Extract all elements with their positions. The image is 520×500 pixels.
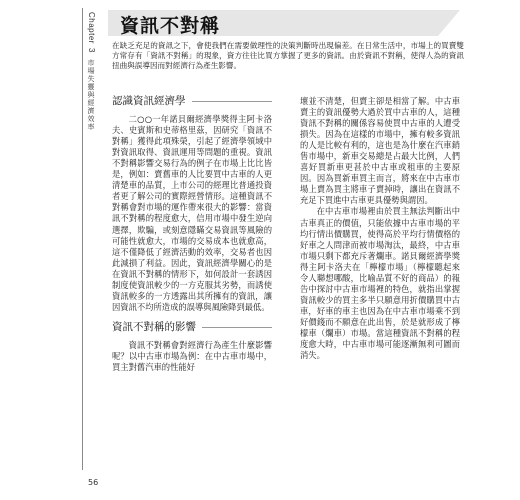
side-divider: [82, 8, 83, 470]
body-paragraph: 二○○一年諾貝爾經濟學獎得主阿卡洛夫、史賓斯和史蒂格里茲，因研究「資訊不對稱」獲得此項殊榮，引起了經濟學領域中對資訊取得、資訊運用等問題的重視。資訊不對稱影響交易行為的例子在市場上比比皆是，例如：賣舊車的人比要買中古車的人更清楚車的品質，上市公司的經理比普通投資者更了解公司的實際經營情形。這種資訊不對稱會對市場的運作帶來很大的影響：當資訊不對稱的程度愈大，信用市場中發生逆向選擇，欺騙，或刻意隱瞞交易資訊等風險的可能性就愈大，市場的交易成本也就愈高，這不僅降低了經濟活動的效率，交易者也因此減損了利益。因此，資訊經濟學關心的是在資訊不對稱的情形下，如何設計一套誘因制度使資訊較少的一方克服其劣勢，而誘使資訊較多的一方透露出其所擁有的資訊，讓因資訊不均所造成的誤導與風險降到最低。: [112, 114, 272, 312]
intro-paragraph: [112, 41, 464, 72]
body-paragraph: 資訊不對稱會對經濟行為產生什麼影響呢？以中古車市場為例：在中古車市場中，買主對舊汽車的性能好: [112, 339, 272, 373]
right-column: [300, 96, 460, 361]
page-number: 56: [88, 478, 99, 487]
body-paragraph: 壞並不清楚，但賣主卻是相當了解。中古車賣主的資訊優勢大過於買中古車的人，這種資訊不對稱的關係容易使買中古車的人遭受損失。因為在這樣的市場中，擁有較多資訊的人是比較有利的，這也是為什麼在汽車銷售市場中，新車交易總是占最大比例，人們喜好買新車更甚於中古車或租車的主要原因。因為買新車買主而言，將來在中古車市場上賣為買主將車子賣掉時，讓出在資訊不充足下買進中古車更具優勢與謂因。: [300, 96, 460, 206]
left-column: [112, 96, 272, 373]
chapter-title: 市場失靈與經濟效率: [87, 58, 95, 131]
chapter-label: Chapter: [87, 12, 96, 44]
body-paragraph: 在中古車市場裡由於買主無法判斷出中古車真正的價值，只能依據中古車市場的平均行情出價購買，使得高於平均行情價格的好車之人問津而被市場淘汰，最終，中古車市場只剩下都充斥著爛車。諾貝爾經濟學獎得主阿卡洛夫在「檸檬市場」（檸檬聽起來令人聯想哪酸，比喻品質不好的商品）的報告中探討中古車市場裡的特色，就指出掌握資訊較少的買主多半只願意用折價購買中古車，好車的車主也因為在中古車市場乘不到好價錢而不願意在此出售，於是就形成了檸檬車（爛車）市場。當這種資訊不對稱的程度愈大時，中古車市場可能逐漸無利可圖而消失。: [300, 206, 460, 361]
chapter-tab: [86, 12, 96, 131]
chapter-number: 3: [87, 48, 96, 53]
section-heading: 認識資訊經濟學: [112, 96, 272, 109]
section-heading: 資訊不對稱的影響: [112, 322, 272, 335]
intro-text: 在缺乏充足的資訊之下，會使我們在需要做理性的決策判斷時出現偏差。在日常生活中，市場上的買賣雙方常存有「資訊不對稱」的現象，資方往往比買方掌握了更多的資訊。由於資訊不對稱，使得人為的資訊扭曲與誤導因而對經濟行為產生影響。: [112, 41, 464, 71]
page-title: 資訊不對稱: [120, 15, 221, 37]
